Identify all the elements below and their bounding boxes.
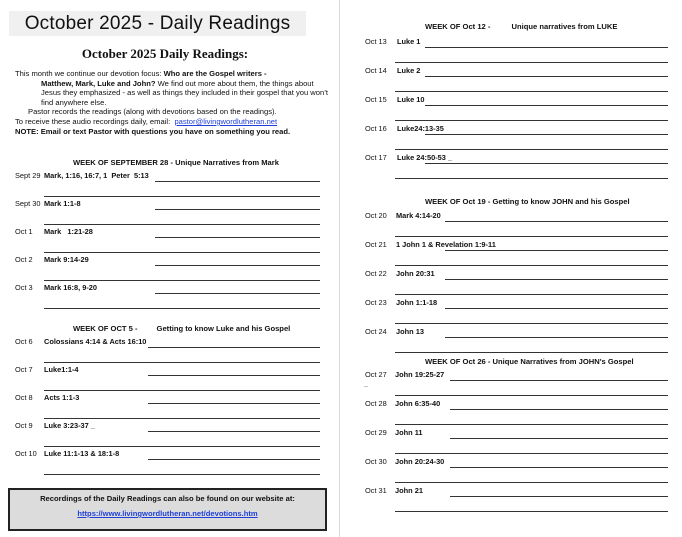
stray-dots: .. xyxy=(364,382,368,389)
reading-reference: John 20:24-30 xyxy=(395,457,445,466)
intro-paragraph-2: Pastor records the readings (along with devotions based on the readings). xyxy=(28,107,277,117)
write-in-line xyxy=(395,149,668,150)
write-in-line xyxy=(425,76,668,77)
write-in-line xyxy=(148,375,320,376)
reading-reference: Mark 1:21-28 xyxy=(44,227,93,236)
reading-reference: Mark, 1:16, 16:7, 1 Peter 5:13 xyxy=(44,171,149,180)
reading-reference: Colossians 4:14 & Acts 16:10 xyxy=(44,337,147,346)
write-in-line xyxy=(44,280,320,281)
write-in-line xyxy=(395,395,668,396)
write-in-line xyxy=(450,496,668,497)
note-text: NOTE: Email or text Pastor with questions you have on something you read. xyxy=(15,126,291,136)
email-prompt: To receive these audio recordings daily, email: xyxy=(15,116,171,126)
reading-date: Oct 6 xyxy=(15,337,33,346)
reading-date: Oct 13 xyxy=(365,37,387,46)
write-in-line xyxy=(148,431,320,432)
reading-reference: Luke 2 xyxy=(397,66,421,75)
reading-date: Oct 22 xyxy=(365,269,387,278)
reading-date: Oct 15 xyxy=(365,95,387,104)
page-divider xyxy=(339,0,340,537)
write-in-line xyxy=(148,403,320,404)
write-in-line xyxy=(44,308,320,309)
write-in-line xyxy=(395,62,668,63)
write-in-line xyxy=(395,294,668,295)
reading-date: Oct 10 xyxy=(15,449,37,458)
reading-date: Sept 29 xyxy=(15,171,41,180)
reading-date: Oct 23 xyxy=(365,298,387,307)
reading-date: Oct 31 xyxy=(365,486,387,495)
reading-date: Oct 27 xyxy=(365,370,387,379)
reading-date: Oct 17 xyxy=(365,153,387,162)
reading-reference: Mark 4:14-20 xyxy=(396,211,441,220)
write-in-line xyxy=(44,224,320,225)
write-in-line xyxy=(445,250,668,251)
reading-reference: 1 John 1 & Revelation 1:9-11 xyxy=(396,240,496,249)
write-in-line xyxy=(44,252,320,253)
reading-reference: Luke 3:23-37 _ xyxy=(44,421,95,430)
reading-date: Oct 1 xyxy=(15,227,33,236)
write-in-line xyxy=(450,380,668,381)
write-in-line xyxy=(450,438,668,439)
website-footer xyxy=(8,488,327,531)
intro-block xyxy=(15,69,335,136)
reading-date: Oct 8 xyxy=(15,393,33,402)
reading-reference: Luke1:1-4 xyxy=(44,365,79,374)
reading-reference: John 20:31 xyxy=(396,269,435,278)
write-in-line xyxy=(425,134,668,135)
week-heading-oct26: WEEK OF Oct 26 - Unique Narratives from JOHN's Gospel xyxy=(425,357,634,366)
reading-reference: Luke 1 xyxy=(397,37,421,46)
reading-reference: Luke 10 xyxy=(397,95,425,104)
reading-reference: John 6:35-40 xyxy=(395,399,441,408)
reading-reference: John 1:1-18 xyxy=(396,298,438,307)
footer-text: Recordings of the Daily Readings can also be found on our website at: xyxy=(40,494,295,503)
intro-focus: Who are the Gospel writers - xyxy=(163,69,267,78)
reading-date: Oct 7 xyxy=(15,365,33,374)
write-in-line xyxy=(44,474,320,475)
pastor-email-link[interactable]: pastor@livingwordlutheran.net xyxy=(174,116,278,126)
reading-date: Oct 3 xyxy=(15,283,33,292)
write-in-line xyxy=(445,221,668,222)
write-in-line xyxy=(395,482,668,483)
week-heading-sep28: WEEK OF SEPTEMBER 28 - Unique Narratives from Mark xyxy=(73,158,279,167)
banner-title: October 2025 - Daily Readings xyxy=(9,11,306,36)
reading-date: Oct 2 xyxy=(15,255,33,264)
reading-reference: Mark 9:14-29 xyxy=(44,255,89,264)
write-in-line xyxy=(44,390,320,391)
reading-reference: Luke 11:1-13 & 18:1-8 xyxy=(44,449,120,458)
reading-date: Oct 20 xyxy=(365,211,387,220)
reading-date: Oct 16 xyxy=(365,124,387,133)
write-in-line xyxy=(395,236,668,237)
write-in-line xyxy=(450,467,668,468)
week-heading-oct12: WEEK OF Oct 12 - Unique narratives from LUKE xyxy=(425,22,618,31)
reading-reference: John 19:25-27 xyxy=(395,370,445,379)
reading-date: Oct 14 xyxy=(365,66,387,75)
write-in-line xyxy=(395,352,668,353)
write-in-line xyxy=(44,418,320,419)
reading-reference: John 11 xyxy=(395,428,423,437)
write-in-line xyxy=(395,323,668,324)
write-in-line xyxy=(425,47,668,48)
write-in-line xyxy=(395,453,668,454)
reading-date: Sept 30 xyxy=(15,199,41,208)
intro-paragraph-1 xyxy=(15,69,335,79)
week-heading-oct5: WEEK OF OCT 5 - Getting to know Luke and his Gospel xyxy=(73,324,291,333)
write-in-line xyxy=(395,265,668,266)
gospel-writers: Matthew, Mark, Luke and John? xyxy=(41,78,156,88)
write-in-line xyxy=(425,105,668,106)
write-in-line xyxy=(155,293,320,294)
website-link[interactable]: https://www.livingwordlutheran.net/devotions.htm xyxy=(77,509,258,518)
reading-reference: Mark 1:1-8 xyxy=(44,199,81,208)
write-in-line xyxy=(445,337,668,338)
reading-date: Oct 29 xyxy=(365,428,387,437)
write-in-line xyxy=(155,265,320,266)
intro-text-2: We find out more about them, the things about Jesus they emphasized - as well as things they included in their gospel that you won’t find anywhere else. xyxy=(41,78,329,107)
reading-date: Oct 9 xyxy=(15,421,33,430)
write-in-line xyxy=(450,409,668,410)
reading-reference: Mark 16:8, 9-20 xyxy=(44,283,97,292)
reading-date: Oct 28 xyxy=(365,399,387,408)
page-title: October 2025 Daily Readings: xyxy=(81,46,249,61)
reading-reference: John 13 xyxy=(396,327,424,336)
write-in-line xyxy=(148,459,320,460)
reading-date: Oct 30 xyxy=(365,457,387,466)
write-in-line xyxy=(395,178,668,179)
write-in-line xyxy=(395,91,668,92)
reading-reference: Luke 24:50-53 _ xyxy=(397,153,453,162)
write-in-line xyxy=(445,279,668,280)
week-heading-oct19: WEEK OF Oct 19 - Getting to know JOHN and his Gospel xyxy=(425,197,630,206)
write-in-line xyxy=(395,511,668,512)
intro-paragraph-1b xyxy=(15,79,335,108)
reading-date: Oct 24 xyxy=(365,327,387,336)
write-in-line xyxy=(155,181,320,182)
write-in-line xyxy=(155,209,320,210)
reading-reference: John 21 xyxy=(395,486,423,495)
write-in-line xyxy=(395,424,668,425)
reading-date: Oct 21 xyxy=(365,240,387,249)
write-in-line xyxy=(445,308,668,309)
write-in-line xyxy=(44,446,320,447)
intro-paragraph-3 xyxy=(15,117,335,127)
write-in-line xyxy=(155,237,320,238)
write-in-line xyxy=(395,120,668,121)
write-in-line xyxy=(148,347,320,348)
intro-text: This month we continue our devotion focus: xyxy=(15,69,164,78)
intro-note xyxy=(15,127,335,137)
write-in-line xyxy=(44,196,320,197)
write-in-line xyxy=(425,163,668,164)
reading-reference: Acts 1:1-3 xyxy=(44,393,80,402)
write-in-line xyxy=(44,362,320,363)
reading-reference: Luke24:13-35 xyxy=(397,124,444,133)
